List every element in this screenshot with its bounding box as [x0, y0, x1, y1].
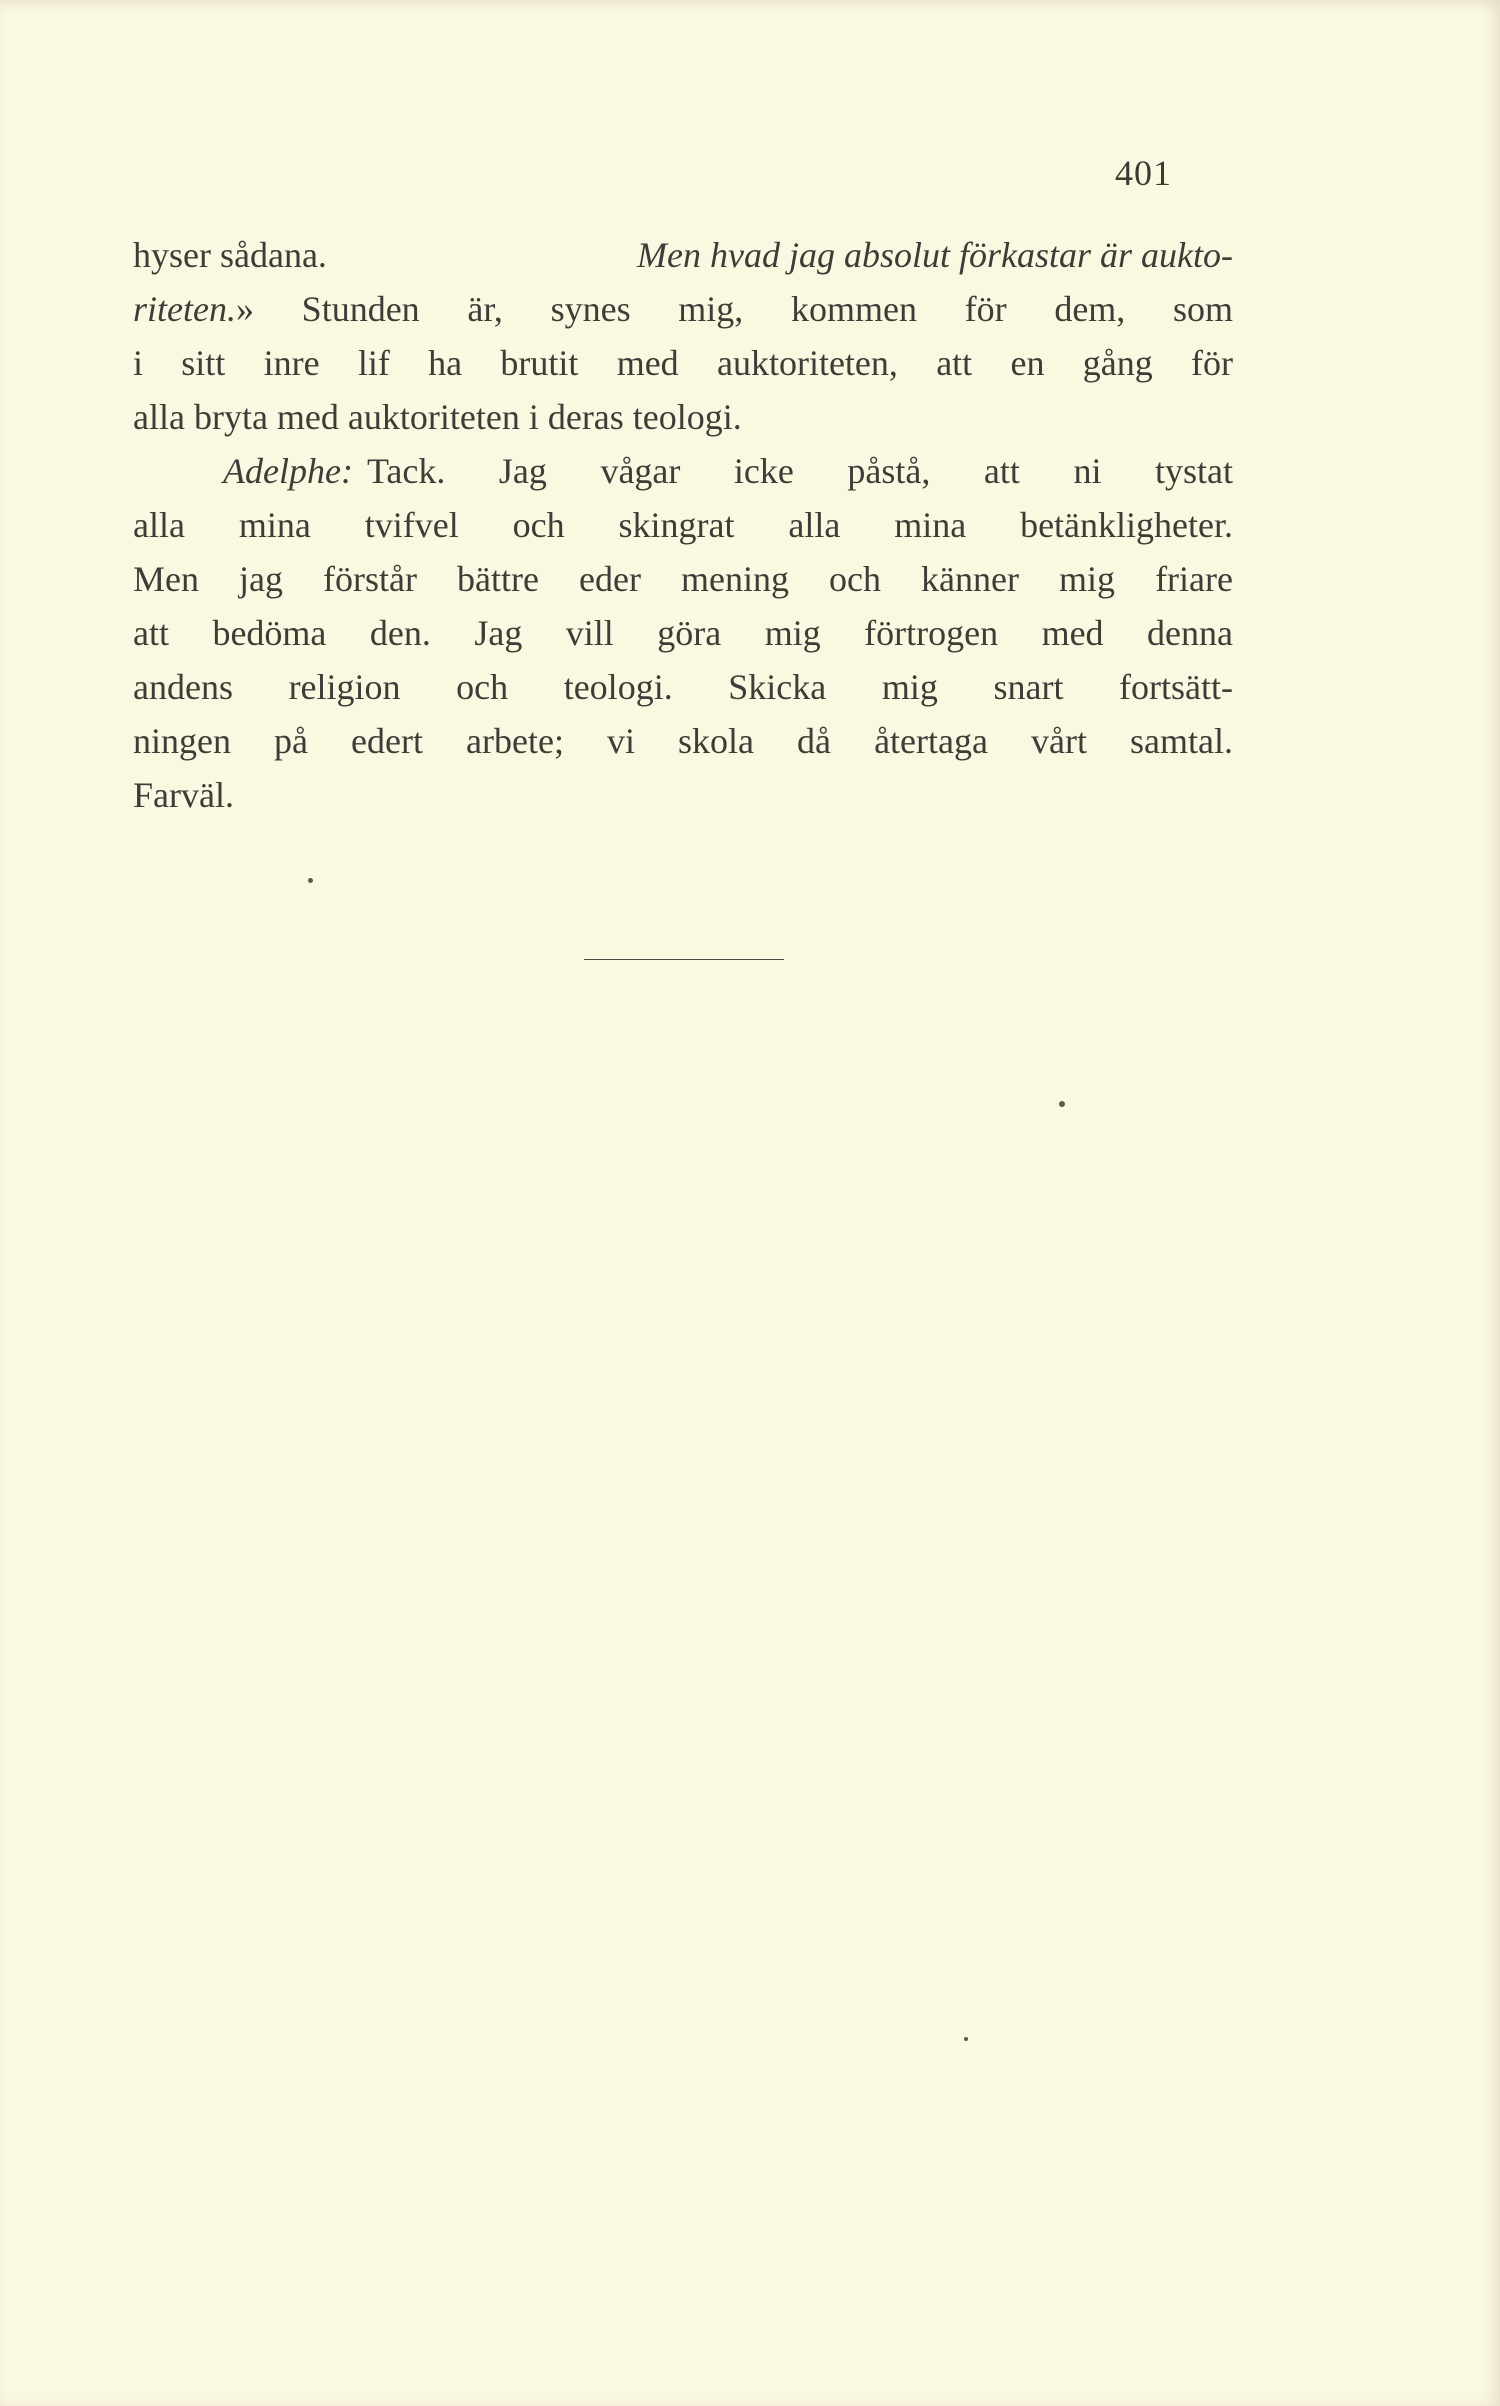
- text-segment: Tack. Jag vågar icke påstå, att ni tystat: [366, 451, 1233, 491]
- text-line: [133, 390, 1233, 444]
- end-rule: [584, 959, 784, 960]
- text-line: [133, 606, 1233, 660]
- text-line: [133, 552, 1233, 606]
- text-segment: Men jag förstår bättre eder mening och känner mig friare: [133, 559, 1233, 599]
- text-segment: » Stunden är, synes mig, kommen för dem, som: [235, 289, 1233, 329]
- ink-speck: [1059, 1101, 1065, 1107]
- ink-speck: [964, 2037, 968, 2041]
- italic-text-segment: riteten.: [133, 289, 236, 329]
- text-segment: i sitt inre lif ha brutit med auktoriteten, att en gång för: [133, 343, 1233, 383]
- text-line: [133, 444, 1233, 498]
- speaker-label: Adelphe:: [223, 451, 353, 491]
- text-segment: andens religion och teologi. Skicka mig snart fortsätt-: [133, 667, 1233, 707]
- italic-text-segment: Men hvad jag absolut förkastar är aukto-: [637, 235, 1233, 275]
- text-segment: alla mina tvifvel och skingrat alla mina betänkligheter.: [133, 505, 1233, 545]
- text-line: [133, 228, 1233, 282]
- text-line-group: [133, 444, 1233, 498]
- text-line: [133, 336, 1233, 390]
- text-segment: att bedöma den. Jag vill göra mig förtrogen med denna: [133, 613, 1233, 653]
- text-segment: ningen på edert arbete; vi skola då återtaga vårt samtal.: [133, 721, 1233, 761]
- body-text: [133, 228, 1233, 822]
- text-line: [133, 660, 1233, 714]
- text-line: [133, 498, 1233, 552]
- text-segment: alla bryta med auktoriteten i deras teologi.: [133, 397, 742, 437]
- ink-speck: [308, 878, 313, 883]
- text-line-group: [133, 282, 1233, 336]
- text-segment: Farväl.: [133, 775, 234, 815]
- text-line: [133, 714, 1233, 768]
- page-number: 401: [1115, 153, 1172, 193]
- text-line: [133, 282, 1233, 336]
- text-line: [133, 768, 1233, 822]
- text-segment: hyser sådana.: [133, 235, 327, 275]
